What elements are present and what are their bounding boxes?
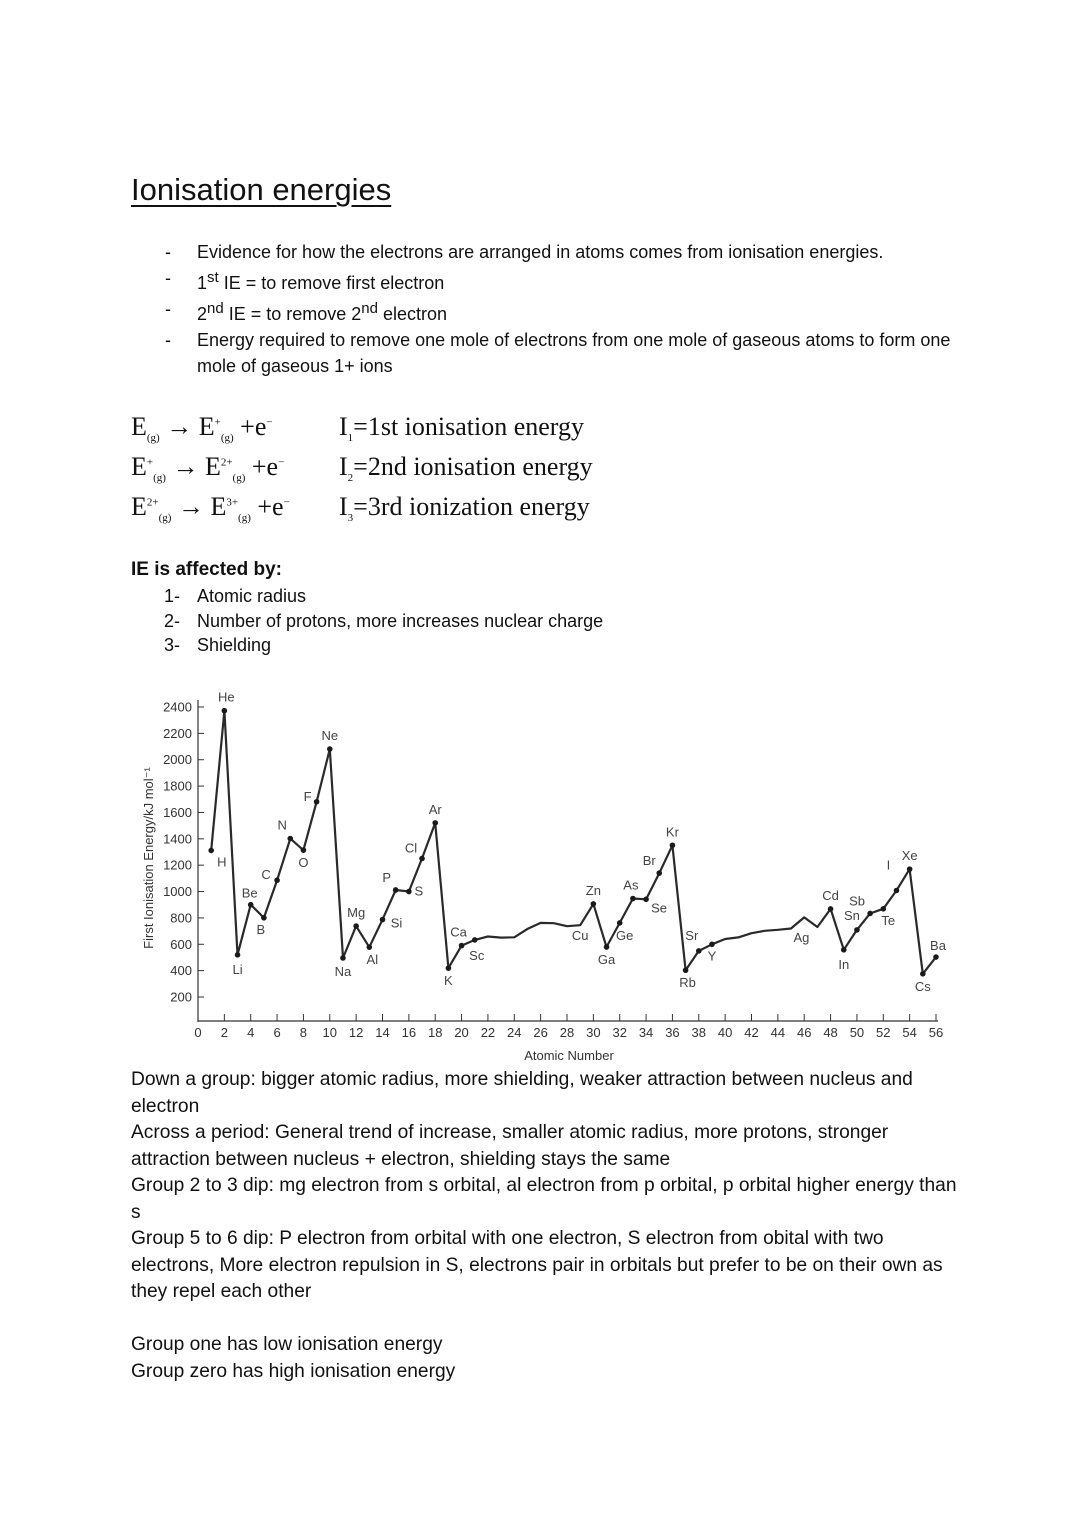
data-point xyxy=(367,944,373,950)
data-point xyxy=(643,897,649,903)
x-tick-label: 54 xyxy=(902,1025,917,1040)
data-point xyxy=(604,944,610,950)
equation-reaction xyxy=(131,412,273,444)
element-label: C xyxy=(261,867,271,883)
data-point xyxy=(432,820,438,826)
data-point xyxy=(208,848,214,854)
element-label: S xyxy=(414,883,424,899)
data-point xyxy=(683,967,689,973)
equation-reaction-part: − xyxy=(266,416,273,429)
x-tick-label: 20 xyxy=(454,1025,469,1040)
element-label: Ca xyxy=(450,924,467,940)
element-label: Ar xyxy=(428,801,442,817)
data-point xyxy=(222,708,228,714)
affected-by-number: 3- xyxy=(164,635,181,655)
equation-reaction-part: +e xyxy=(233,412,267,441)
affected-by-text: Atomic radius xyxy=(197,586,307,606)
y-tick-label: 1800 xyxy=(163,778,192,794)
element-label: Na xyxy=(334,963,352,979)
element-label: Mg xyxy=(347,905,366,921)
affected-by-text: Number of protons, more increases nuclear charge xyxy=(197,610,604,631)
equation-reaction-part: E xyxy=(131,452,147,481)
element-label: N xyxy=(277,817,287,833)
x-tick-label: 52 xyxy=(876,1025,891,1040)
y-tick-label: 2000 xyxy=(163,752,192,768)
bullet-dash: - xyxy=(165,242,171,262)
element-label: Ba xyxy=(930,938,946,954)
element-label: Rb xyxy=(679,975,696,991)
element-label: Ag xyxy=(793,930,810,946)
x-tick-label: 6 xyxy=(273,1025,281,1040)
y-tick-label: 1000 xyxy=(163,884,192,900)
x-tick-label: 18 xyxy=(427,1025,443,1040)
data-point xyxy=(696,948,702,954)
page-title: Ionisation energies xyxy=(131,172,392,207)
y-tick-label: 800 xyxy=(170,910,192,926)
element-label: Zn xyxy=(585,882,601,898)
element-label: Ge xyxy=(616,927,634,943)
data-point xyxy=(380,917,386,923)
note-paragraph: Group zero has high ionisation energy xyxy=(131,1360,456,1382)
affected-by-number: 2- xyxy=(164,610,181,631)
equation-reaction-part: (g) xyxy=(146,432,160,445)
data-point xyxy=(656,870,662,876)
bullet-text-part: electron xyxy=(377,304,448,324)
bullet-item xyxy=(162,265,982,296)
element-label: Cs xyxy=(914,978,931,994)
bullet-item xyxy=(162,327,982,379)
note-paragraph: Group 5 to 6 dip: P electron from orbital with one electron, S electron from obital with two electrons, More electron repulsion in S, electrons pair in orbitals but prefer to be on their own as they repel each other xyxy=(131,1228,943,1302)
x-tick-label: 0 xyxy=(194,1025,202,1040)
note-paragraph: Group 2 to 3 dip: mg electron from s orbital, al electron from p orbital, p orbital higher energy than s xyxy=(131,1175,957,1223)
x-axis-label: Atomic Number xyxy=(524,1048,614,1063)
element-label: Be xyxy=(241,885,258,901)
element-label: K xyxy=(444,973,453,989)
y-tick-label: 1600 xyxy=(163,804,192,820)
data-point xyxy=(880,906,886,912)
affected-by-number: 1- xyxy=(164,586,181,606)
bullet-text-part: nd xyxy=(207,300,224,317)
data-point xyxy=(248,902,254,908)
element-label: As xyxy=(623,877,639,893)
equation-definition xyxy=(339,412,584,444)
element-label: Sr xyxy=(685,927,699,943)
x-tick-label: 30 xyxy=(586,1025,601,1040)
y-tick-label: 1200 xyxy=(163,857,192,873)
element-label: He xyxy=(218,689,235,705)
element-label: Cd xyxy=(822,887,839,903)
bullet-dash: - xyxy=(165,299,171,319)
data-point xyxy=(274,877,280,883)
bullet-text-part: Evidence for how the electrons are arranged in atoms comes from ionisation energies. xyxy=(197,242,884,262)
element-label: Xe xyxy=(901,848,918,864)
equation-definition-part: I xyxy=(339,492,348,521)
bullet-text-part: IE = to remove first electron xyxy=(218,273,445,293)
affected-by-item xyxy=(164,633,603,658)
note-paragraph: Down a group: bigger atomic radius, more shielding, weaker attraction between nucleus and electron xyxy=(131,1069,913,1117)
y-tick-label: 2400 xyxy=(163,699,192,715)
bullet-text-part: nd xyxy=(361,300,378,317)
equation-reaction-part: − xyxy=(278,456,285,469)
x-tick-label: 34 xyxy=(638,1025,654,1040)
bullet-text-part: Energy required to remove one mole of electrons from one mole of gaseous atoms to form one mole of gaseous 1+ ions xyxy=(197,330,951,376)
data-point xyxy=(670,842,676,848)
data-point xyxy=(920,971,926,977)
equation-definition xyxy=(339,452,593,484)
x-tick-label: 26 xyxy=(533,1025,548,1040)
element-label: Al xyxy=(366,952,379,968)
x-tick-label: 48 xyxy=(823,1025,838,1040)
equation-reaction-part: (g) xyxy=(153,472,166,485)
element-label: P xyxy=(382,869,392,885)
equation-reaction-part: (g) xyxy=(220,432,234,445)
equation-definition xyxy=(339,492,590,524)
element-label: H xyxy=(217,854,227,870)
x-tick-label: 46 xyxy=(796,1025,812,1040)
element-label: Cu xyxy=(571,928,589,944)
x-tick-label: 24 xyxy=(507,1025,522,1040)
x-tick-label: 12 xyxy=(348,1025,364,1040)
data-point xyxy=(314,799,320,805)
bullet-item xyxy=(162,296,982,327)
equation-reaction-part: → E xyxy=(159,412,215,441)
equation-definition-part: 1 xyxy=(347,432,354,445)
element-label: Sb xyxy=(849,893,866,909)
data-point xyxy=(854,927,860,933)
equation-reaction-part: (g) xyxy=(158,512,172,525)
equation-reaction-part: 3+ xyxy=(226,496,239,509)
x-tick-label: 8 xyxy=(299,1025,308,1040)
equation-definition-part: I xyxy=(339,452,348,481)
y-tick-label: 600 xyxy=(170,936,192,952)
equation-reaction-part: 2+ xyxy=(146,496,159,509)
data-point xyxy=(828,906,834,912)
equation-definition-part: =2nd ionisation energy xyxy=(353,452,593,481)
data-point xyxy=(327,746,333,752)
note-spacer xyxy=(131,1306,961,1333)
data-point xyxy=(459,943,465,949)
note-paragraph: Group one has low ionisation energy xyxy=(131,1334,443,1355)
bullet-item xyxy=(162,239,982,265)
element-label: Ne xyxy=(321,728,339,744)
data-point xyxy=(340,955,346,961)
x-tick-label: 2 xyxy=(220,1025,228,1040)
element-label: Br xyxy=(642,853,656,869)
bullet-text-part: IE = to remove 2 xyxy=(223,304,362,324)
equation-reaction-part: + xyxy=(214,416,221,429)
equation-reaction-part: E xyxy=(131,492,147,521)
data-point xyxy=(419,856,425,862)
element-label: Te xyxy=(881,912,896,928)
ionisation-energy-chart xyxy=(130,680,960,1070)
x-tick-label: 44 xyxy=(770,1025,786,1040)
data-point xyxy=(472,937,478,943)
notes-section xyxy=(131,1067,961,1385)
y-tick-label: 200 xyxy=(170,989,192,1005)
equation-reaction-part: 2+ xyxy=(220,456,233,469)
x-tick-label: 32 xyxy=(612,1025,627,1040)
x-tick-label: 4 xyxy=(247,1025,255,1040)
data-point xyxy=(235,952,241,958)
y-axis-label: First Ionisation Energy/kJ mol⁻¹ xyxy=(141,767,156,949)
data-point xyxy=(406,889,412,895)
x-tick-label: 16 xyxy=(401,1025,417,1040)
data-point xyxy=(709,941,715,947)
bullet-dash: - xyxy=(165,268,171,288)
element-label: Y xyxy=(707,948,717,964)
y-tick-label: 2200 xyxy=(163,725,192,741)
data-point xyxy=(446,965,452,971)
equation-definition-part: 3 xyxy=(347,512,354,525)
affected-by-text: Shielding xyxy=(197,635,272,655)
element-label: Sn xyxy=(843,907,860,923)
x-tick-label: 14 xyxy=(375,1025,390,1040)
element-label: I xyxy=(886,857,891,873)
data-point xyxy=(301,847,307,853)
equation-reaction-part: + xyxy=(146,456,154,469)
equation-reaction-part: E xyxy=(131,412,147,441)
equation-definition-part: I xyxy=(339,412,348,441)
affected-by-item xyxy=(164,584,603,609)
x-tick-label: 40 xyxy=(717,1025,733,1040)
affected-by-item xyxy=(164,609,603,634)
element-label: In xyxy=(838,956,850,972)
bullet-dash: - xyxy=(165,330,171,350)
bullet-text-part: st xyxy=(207,269,219,286)
y-tick-label: 1400 xyxy=(163,831,192,847)
element-label: Ga xyxy=(597,952,616,968)
element-label: Se xyxy=(651,900,668,916)
data-point xyxy=(933,954,939,960)
element-label: F xyxy=(303,788,312,804)
bullet-text-part: 1 xyxy=(197,273,208,293)
element-label: Cl xyxy=(404,840,418,856)
y-tick-label: 400 xyxy=(170,963,192,979)
bullet-list xyxy=(162,239,982,379)
affected-by-heading: IE is affected by: xyxy=(131,559,282,580)
equation-reaction-part: +e xyxy=(250,492,284,521)
element-label: Kr xyxy=(665,824,679,840)
affected-by-list xyxy=(164,584,603,658)
equation-reaction-part: +e xyxy=(245,452,279,481)
bullet-text-part: 2 xyxy=(197,304,208,324)
data-point xyxy=(630,896,636,902)
equation-definition-part: =1st ionisation energy xyxy=(353,412,584,441)
x-tick-label: 22 xyxy=(480,1025,496,1040)
element-label: Si xyxy=(390,915,403,931)
data-point xyxy=(867,911,873,917)
element-label: O xyxy=(298,855,309,871)
data-point xyxy=(353,923,359,929)
equation-reaction xyxy=(131,452,284,484)
x-tick-label: 38 xyxy=(691,1025,707,1040)
x-tick-label: 10 xyxy=(322,1025,338,1040)
note-paragraph: Across a period: General trend of increase, smaller atomic radius, more protons, stronger attraction between nucleus + electron, shielding stays the same xyxy=(131,1122,889,1170)
data-point xyxy=(261,915,267,921)
data-point xyxy=(393,887,399,893)
x-tick-label: 56 xyxy=(928,1025,944,1040)
data-point xyxy=(907,866,913,872)
equation-reaction-part: → E xyxy=(171,492,227,521)
equation-reaction-part: (g) xyxy=(238,512,251,525)
equation-definition-part: =3rd ionization energy xyxy=(353,492,590,521)
element-label: B xyxy=(256,921,266,937)
equation-reaction-part: (g) xyxy=(232,472,246,485)
element-label: Sc xyxy=(469,947,485,963)
data-point xyxy=(894,888,900,894)
equation-reaction xyxy=(131,492,290,524)
x-tick-label: 28 xyxy=(559,1025,575,1040)
data-point xyxy=(841,947,847,953)
data-point xyxy=(617,920,623,926)
x-tick-label: 50 xyxy=(849,1025,865,1040)
data-point xyxy=(591,901,597,907)
equation-definition-part: 2 xyxy=(347,472,354,485)
data-point xyxy=(287,836,293,842)
x-tick-label: 42 xyxy=(744,1025,759,1040)
equation-reaction-part: − xyxy=(283,496,290,509)
equation-reaction-part: → E xyxy=(165,452,221,481)
element-label: Li xyxy=(232,961,243,977)
x-tick-label: 36 xyxy=(665,1025,680,1040)
